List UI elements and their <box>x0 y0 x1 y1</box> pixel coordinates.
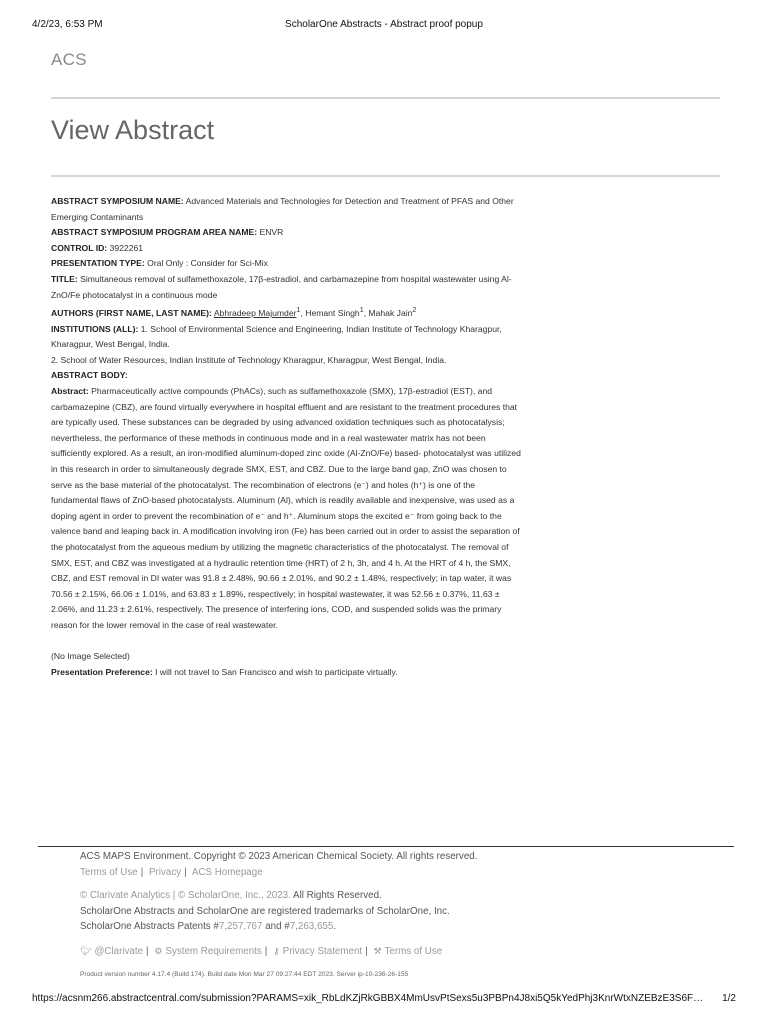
brand-logo-text: ACS <box>51 50 87 69</box>
institutions-row <box>51 322 521 353</box>
clarivate-twitter-link[interactable]: @Clarivate <box>94 945 144 957</box>
patents-prefix: ScholarOne Abstracts Patents # <box>80 921 219 932</box>
print-header <box>32 19 736 33</box>
image-note: (No Image Selected) <box>51 651 130 662</box>
title-label: TITLE: <box>51 273 78 284</box>
all-rights-reserved: All Rights Reserved. <box>293 890 382 901</box>
footer-icon-links: 🐦︎ @Clarivate | ⚙︎ System Requirements | ⚷ Privacy Statement | ⚒︎ Terms of Use <box>80 944 680 960</box>
authors-row: AUTHORS (FIRST NAME, LAST NAME): Abhradeep Majumder$^1$, Hemant Singh$^1$, Mahak Jain$^2$ <box>51 306 417 319</box>
author-affiliation: 1 <box>296 306 301 315</box>
site-footer <box>80 849 680 983</box>
presentation-preference-label: Presentation Preference: <box>51 667 153 678</box>
patent-link-2[interactable]: 7,263,655 <box>289 921 334 932</box>
acs-homepage-link[interactable]: ACS Homepage <box>191 866 263 878</box>
abstract-text: Pharmaceutically active compounds (PhACs), such as sulfamethoxazole (SMX), 17β-estradiol (EST), and carbamazepine (CBZ), are found virtually everywhere in hospital effluent and are resistant to the treatment procedures that are typically used. These substances can be degraded by using advanced oxidation techniques such as photocatalysis; nevertheless, the performance of these methods in continuous mode and in a real wastewater matrix has not been sufficiently explored. As a result, an iron-modified aluminum-doped zinc oxide (Al-ZnO/Fe) based- photocatalyst was utilized in this research in order to simultaneously degrade SMX, EST, and CBZ. Due to the large band gap, ZnO was chosen to serve as the base material of the photocatalyst. The recombination of electrons (e⁻) and holes (h⁺) is one of the fundamental flaws of ZnO-based photocatalysts. Aluminum (Al), which is readily available and inexpensive, was used as a doping agent in order to prevent the recombination of e⁻ and h⁺. Aluminum stops the excited e⁻ from going back to the valence band and leaping back in. A modification involving iron (Fe) has been carried out in order to assist the separation of the photocatalyst from the aqueous medium by utilizing the magnetic characteristics of the photocatalyst. The removal of SMX, EST, and CBZ was investigated at a hydraulic retention time (HRT) of 2 h, 3h, and 4 h. At the HRT of 4 h, the SMX, CBZ, and EST removal in DI water was 91.8 ± 2.48%, 90.66 ± 2.01%, and 90.2 ± 1.48%, respectively; in tap water, it was 70.56 ± 2.15%, 66.06 ± 1.01%, and 63.83 ± 1.89%, respectively; in hospital wastewater, it was 52.56 ± 0.37%, 11.63 ± 2.06%, and 11.23 ± 2.61%, respectively. The presence of interfering ions, COD, and suspended solids was the primary reason for the lower removal in the case of real wastewater. <box>51 385 521 630</box>
patents-and: and # <box>262 921 290 932</box>
patent-link-1[interactable]: 7,257,767 <box>218 921 263 932</box>
twitter-icon: 🐦︎ <box>80 945 92 956</box>
page-title: View Abstract <box>51 115 215 145</box>
institution-1: 1. School of Environmental Science and Engineering, Indian Institute of Technology Kharagpur, Kharagpur, West Bengal, India. <box>51 323 502 350</box>
program-area-label: ABSTRACT SYMPOSIUM PROGRAM AREA NAME: <box>51 227 258 238</box>
key-icon: ⚷ <box>273 945 280 956</box>
symposium-name-label: ABSTRACT SYMPOSIUM NAME: <box>51 196 184 206</box>
author-name: Abhradeep Majumder <box>213 308 297 319</box>
acs-copyright: ACS MAPS Environment. Copyright © 2023 American Chemical Society. All rights reserved. <box>80 851 478 862</box>
presentation-type-label: PRESENTATION TYPE: <box>51 258 145 269</box>
symposium-name-row <box>51 194 521 225</box>
authors-label: AUTHORS (FIRST NAME, LAST NAME): <box>51 308 212 319</box>
program-area-value: ENVR <box>259 227 284 238</box>
presentation-preference-row <box>51 665 521 681</box>
privacy-link[interactable]: Privacy <box>149 866 182 878</box>
trademarks-notice: ScholarOne Abstracts and ScholarOne are registered trademarks of ScholarOne, Inc. <box>80 905 450 917</box>
author-name: Hemant Singh <box>305 308 360 319</box>
patents-suffix: . <box>333 921 337 932</box>
clarivate-copyright <box>80 888 680 904</box>
symposium-name-value: Advanced Materials and Technologies for Detection and Treatment of PFAS and Other Emerging Contaminants <box>51 196 514 222</box>
abstract-body-label: ABSTRACT BODY: <box>51 370 128 381</box>
clarivate-copyright-text: © Clarivate Analytics | © ScholarOne, Inc., 2023. <box>80 890 291 901</box>
program-area-row <box>51 225 521 241</box>
abstract-label: Abstract: <box>51 385 89 396</box>
abstract-details <box>51 194 521 681</box>
abstract-body-heading <box>51 368 521 384</box>
presentation-type-row <box>51 256 521 272</box>
footer-divider <box>38 846 734 847</box>
system-requirements-link[interactable]: System Requirements <box>165 945 262 957</box>
footer-terms-link[interactable]: Terms of Use <box>384 945 443 957</box>
control-id-row <box>51 241 521 257</box>
footer-links: Terms of Use | Privacy | ACS Homepage <box>80 866 263 878</box>
presentation-preference-value: I will not travel to San Francisco and wish to participate virtually. <box>155 667 398 678</box>
author-name: Mahak Jain <box>368 308 413 319</box>
print-page-title: ScholarOne Abstracts - Abstract proof popup <box>285 19 483 30</box>
print-page-number: 1/2 <box>722 993 736 1004</box>
abstract-text-row <box>51 384 521 634</box>
print-footer <box>32 993 736 1007</box>
terms-of-use-link[interactable]: Terms of Use <box>80 866 138 878</box>
control-id-label: CONTROL ID: <box>51 242 108 253</box>
institutions-label: INSTITUTIONS (ALL): <box>51 323 139 334</box>
title-row <box>51 272 521 303</box>
presentation-type-value: Oral Only : Consider for Sci-Mix <box>147 258 268 269</box>
title-value: Simultaneous removal of sulfamethoxazole, 17β-estradiol, and carbamazepine from hospital wastewater using Al-ZnO/Fe photocatalyst in a continuous mode <box>51 273 512 300</box>
header-divider <box>51 97 720 99</box>
gavel-icon: ⚒︎ <box>373 945 382 956</box>
title-divider <box>51 175 720 177</box>
patents-notice <box>80 919 680 935</box>
privacy-statement-link[interactable]: Privacy Statement <box>282 945 363 957</box>
spacer <box>80 880 680 888</box>
institution-2: 2. School of Water Resources, Indian Institute of Technology Kharagpur, Kharagpur, West Bengal, India. <box>51 354 447 365</box>
print-url: https://acsnm266.abstractcentral.com/submission?PARAMS=xik_RbLdKZjRkGBBX4MmUsvPtSexs5u3PBPn4J8xi5Q5kYedPhj3KnrWtxNZEBzE3S6F… <box>32 993 704 1004</box>
print-datetime: 4/2/23, 6:53 PM <box>32 19 103 30</box>
spacer <box>51 633 521 649</box>
build-info: Product version number 4.17.4 (Build 174). Build date Mon Mar 27 09:27:44 EDT 2023. Server ip-10-236-26-155 <box>80 971 409 978</box>
control-id-value: 3922261 <box>109 242 144 253</box>
author-affiliation: 1 <box>359 306 364 315</box>
author-affiliation: 2 <box>412 306 417 315</box>
gears-icon: ⚙︎ <box>154 945 163 956</box>
